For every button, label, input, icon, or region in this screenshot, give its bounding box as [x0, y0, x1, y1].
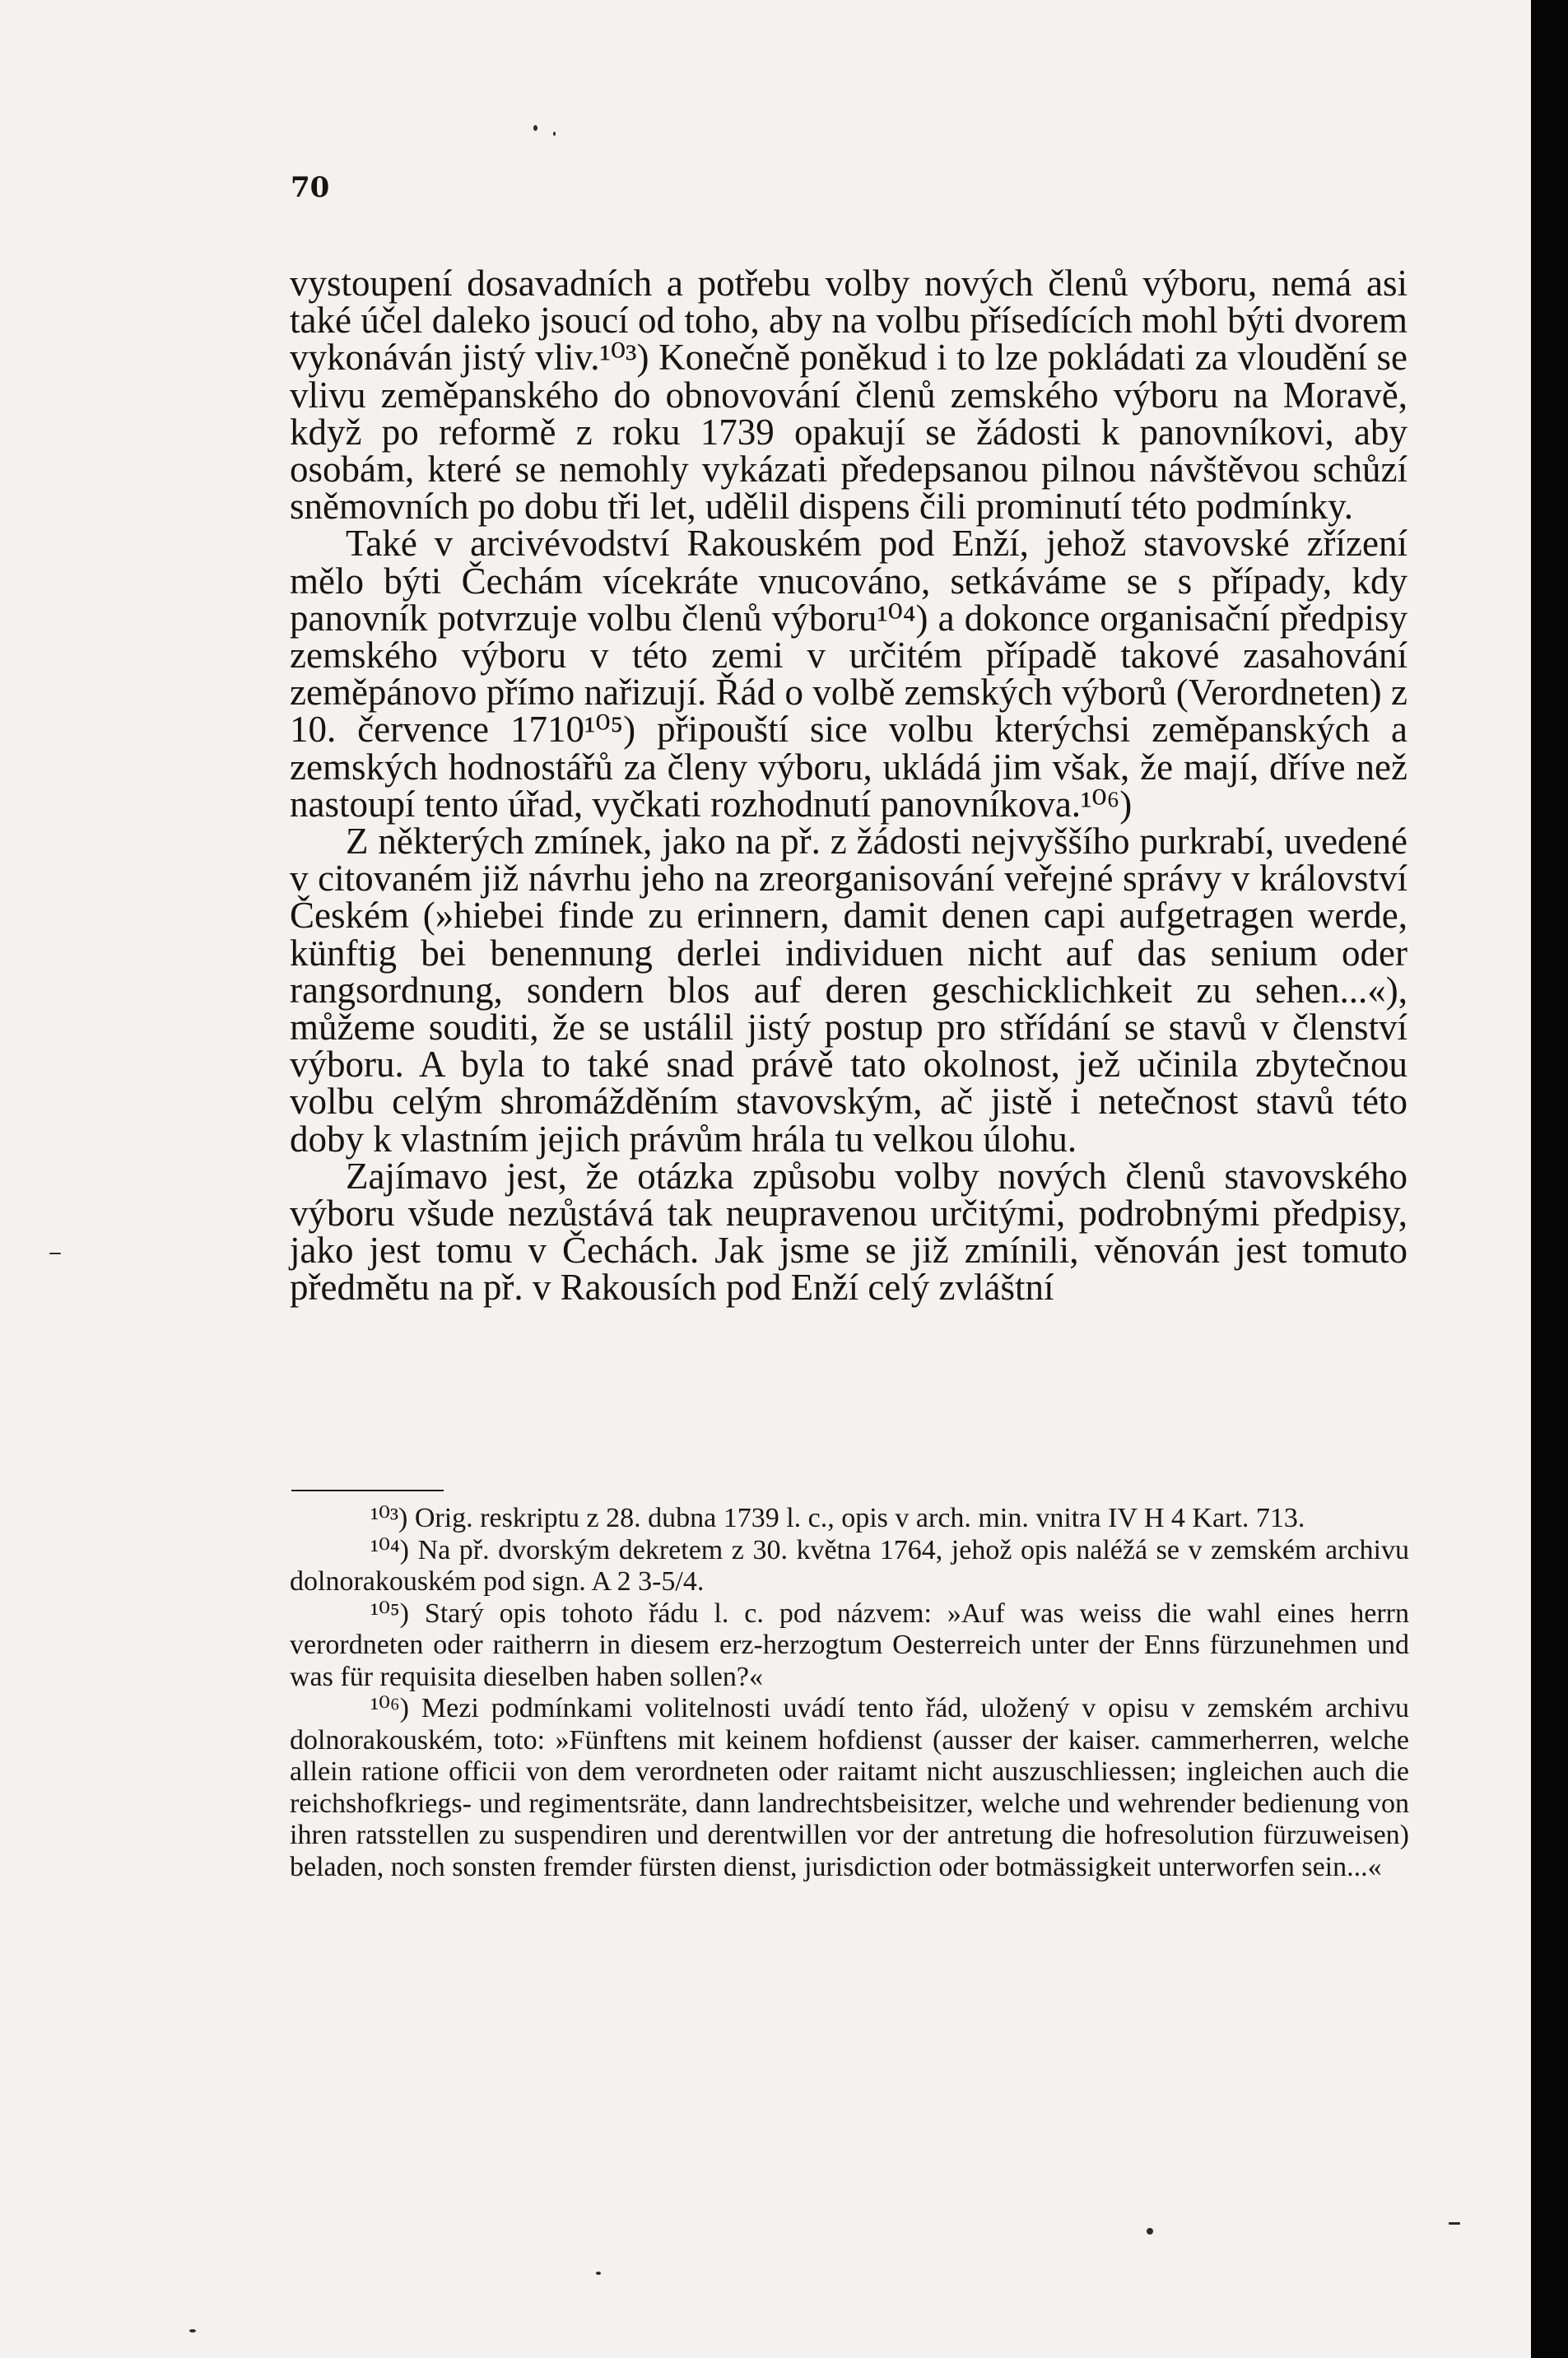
- dust-speck: [596, 2272, 601, 2275]
- dust-speck: [189, 2329, 196, 2332]
- dust-speck: [553, 132, 556, 136]
- dust-speck: [533, 125, 537, 131]
- main-text: [290, 265, 1407, 1307]
- footnote-105: ¹⁰⁵) Starý opis tohoto řádu l. c. pod názvem: »Auf was weiss die wahl eines herrn verordneten oder raitherrn in diesem erz-herzogtum Oesterreich unter der Enns fürzunehmen und was für requisita dieselben haben sollen?«: [290, 1598, 1409, 1692]
- dust-speck: [1147, 2228, 1153, 2235]
- footnote-104: ¹⁰⁴) Na př. dvorským dekretem z 30. května 1764, jehož opis naléžá se v zemském archivu dolnorakouském pod sign. A 2 3-5/4.: [290, 1534, 1409, 1597]
- footnote-103: ¹⁰³) Orig. reskriptu z 28. dubna 1739 l. c., opis v arch. min. vnitra IV H 4 Kart. 713.: [370, 1503, 1305, 1533]
- scan-edge: [1531, 0, 1568, 2358]
- dust-speck: [1449, 2222, 1460, 2225]
- paragraph-2: Také v arcivévodství Rakouském pod Enží, jehož stavovské zřízení mělo býti Čechám vícekráte vnucováno, setkáváme se s případy, kdy panovník potvrzuje volbu členů výboru¹⁰⁴) a dokonce organisační předpisy zemského výboru v této zemi v určitém případě takové zasahování zeměpánovo přímo nařizují. Řád o volbě zemských výborů (Verordneten) z 10. července 1710¹⁰⁵) připouští sice volbu kterýchsi zeměpanských a zemských hodnostářů za členy výboru, ukládá jim však, že mají, dříve než nastoupí tento úřad, vyčkati rozhodnutí panovníkova.¹⁰⁶): [290, 523, 1407, 825]
- footnote-106: ¹⁰⁶) Mezi podmínkami volitelnosti uvádí tento řád, uložený v opisu v zemském archivu dolnorakouském, toto: »Fünftens mit keinem hofdienst (ausser der kaiser. cammerherren, welche allein ratione officii von dem verordneten oder raitamt nicht auszuschliessen; ingleichen auch die reichshofkriegs- und regimentsräte, dann landrechtsbeisitzer, welche und wehrender bedienung von ihren ratsstellen zu suspendiren und derentwillen vor der antretung die hofresolution fürzuweisen) beladen, noch sonsten fremder fürsten dienst, jurisdiction oder botmässigkeit unterworfen sein...«: [290, 1693, 1409, 1882]
- paragraph-3: Z některých zmínek, jako na př. z žádosti nejvyššího purkrabí, uvedené v citovaném již návrhu jeho na zreorganisování veřejné správy v království Českém (»hiebei finde zu erinnern, damit denen capi aufgetragen werde, künftig bei benennung derlei individuen nicht auf das senium oder rangsordnung, sondern blos auf deren geschicklichkeit zu sehen...«), můžeme souditi, že se ustálil jistý postup pro střídání se stavů v členství výboru. A byla to také snad právě tato okolnost, jež učinila zbytečnou volbu celým shromážděním stavovským, ač jistě i netečnost stavů této doby k vlastním jejich právům hrála tu velkou úlohu.: [290, 821, 1407, 1160]
- footnotes: [290, 1503, 1409, 1883]
- page-number: 70: [291, 171, 330, 204]
- dust-speck: [49, 1253, 61, 1254]
- footnote-separator: [291, 1490, 444, 1491]
- paragraph-4: Zajímavo jest, že otázka způsobu volby nových členů stavovského výboru všude nezůstává tak neupravenou určitými, podrobnými předpisy, jako jest tomu v Čechách. Jak jsme se již zmínili, věnován jest tomuto předmětu na př. v Rakousích pod Enží celý zvláštní: [290, 1155, 1407, 1309]
- paragraph-1: vystoupení dosavadních a potřebu volby nových členů výboru, nemá asi také účel daleko jsoucí od toho, aby na volbu přísedících mohl býti dvorem vykonáván jistý vliv.¹⁰³) Konečně poněkud i to lze pokládati za vloudění se vlivu zeměpanského do obnovování členů zemského výboru na Moravě, když po reformě z roku 1739 opakují se žádosti k panovníkovi, aby osobám, které se nemohly vykázati předepsanou pilnou návštěvou schůzí sněmovních po dobu tři let, udělil dispens čili prominutí této podmínky.: [290, 263, 1407, 528]
